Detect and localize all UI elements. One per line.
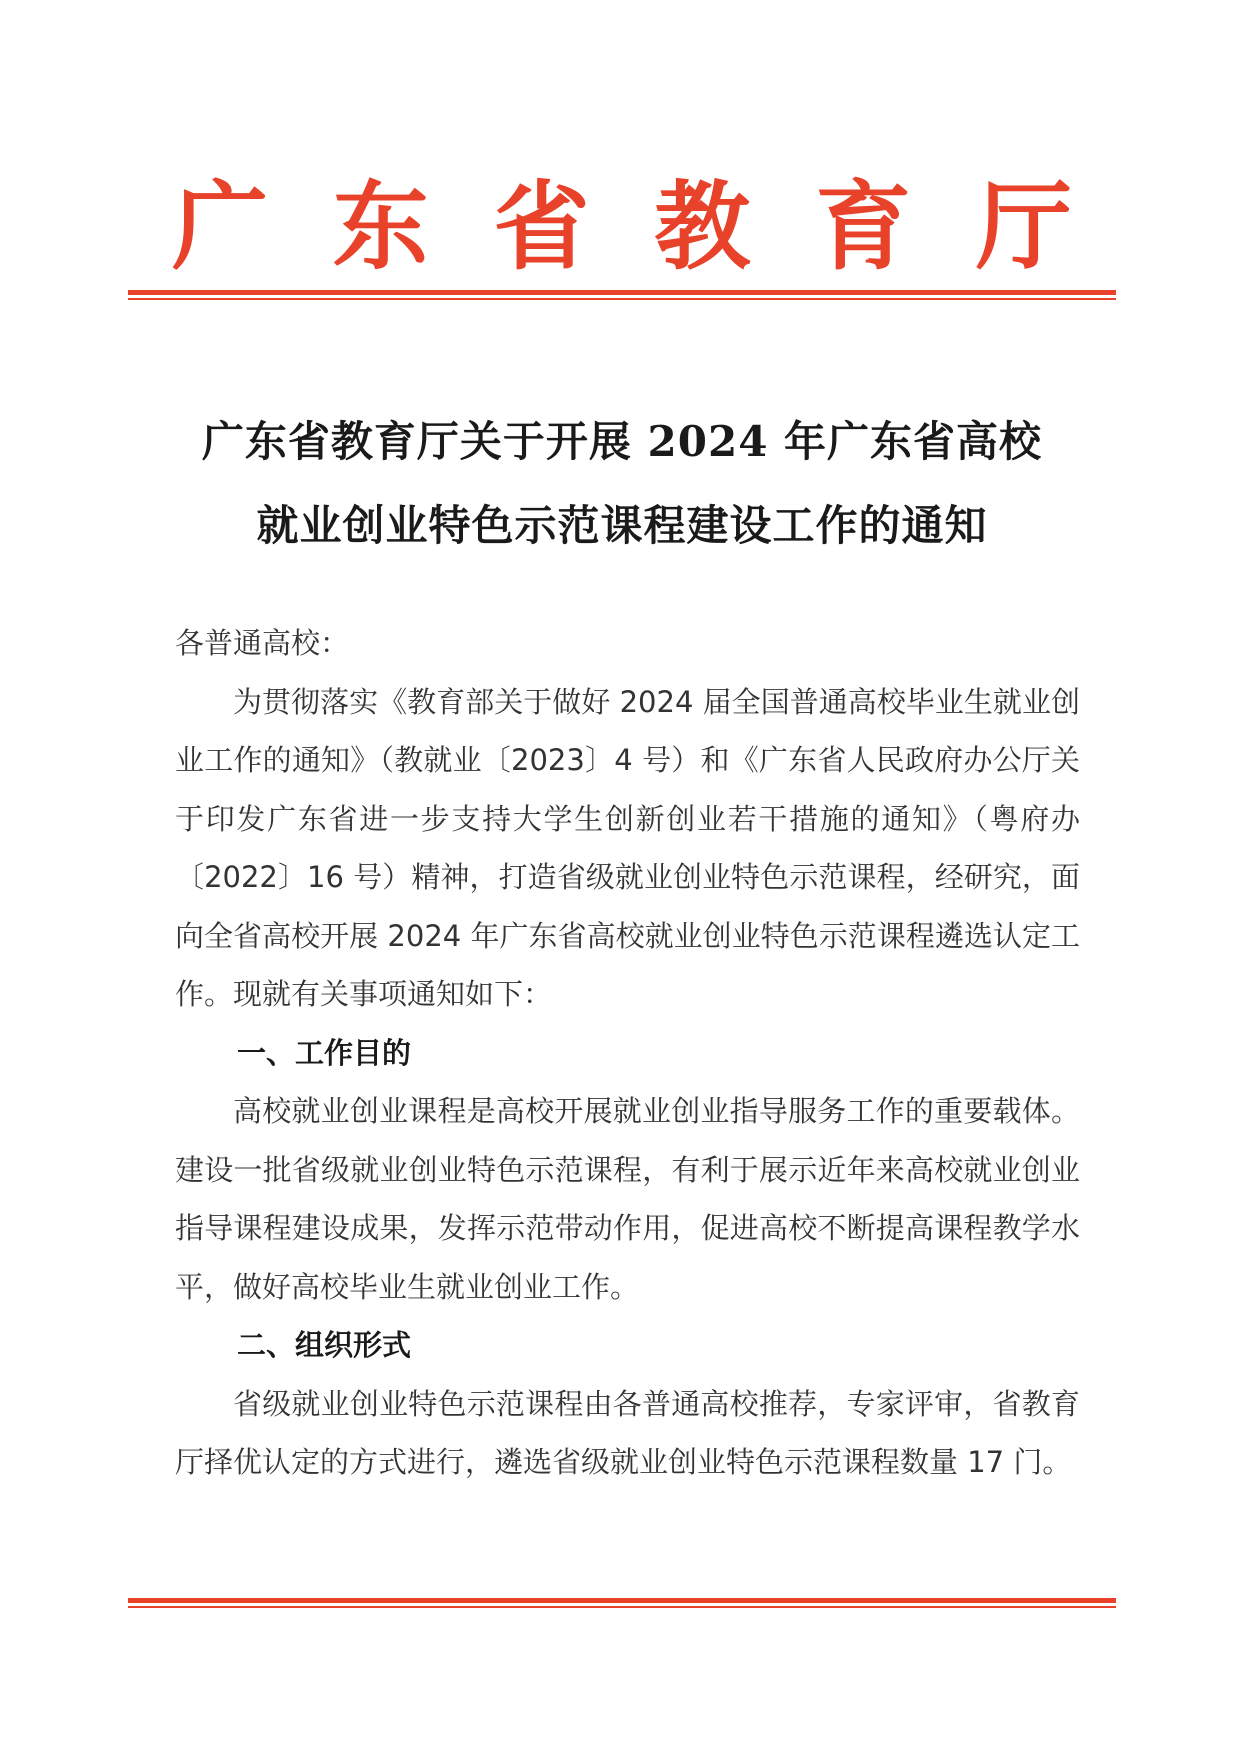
title-line-1: 广东省教育厅关于开展 2024 年广东省高校 bbox=[201, 417, 1043, 466]
letterhead-char: 广 bbox=[172, 170, 268, 283]
letterhead-char: 教 bbox=[654, 170, 751, 283]
letterhead-char: 省 bbox=[493, 170, 590, 283]
salutation: 各普通高校： bbox=[175, 626, 350, 660]
intro-paragraph: 为贯彻落实《教育部关于做好 2024 届全国普通高校毕业生就业创业工作的通知》（教就业〔2023〕4 号）和《广东省人民政府办公厅关于印发广东省进一步支持大学生创新创业若干措施的通知》（粤府办〔2022〕16 号）精神，打造省级就业创业特色示范课程，经研究，面向全省高校开展 2024 年广东省高校就业创业特色示范课程遴选认定工作。现就有关事项通知如下： bbox=[175, 684, 1080, 1011]
section-heading-2: 二、组织形式 bbox=[237, 1328, 412, 1362]
document-body bbox=[175, 614, 1080, 1492]
title-line-2: 就业创业特色示范课程建设工作的通知 bbox=[256, 501, 988, 550]
section-1-paragraph: 高校就业创业课程是高校开展就业创业指导服务工作的重要载体。建设一批省级就业创业特色示范课程，有利于展示近年来高校就业创业指导课程建设成果，发挥示范带动作用，促进高校不断提高课程教学水平，做好高校毕业生就业创业工作。 bbox=[175, 1094, 1080, 1304]
letterhead-divider bbox=[128, 290, 1116, 300]
section-2-paragraph: 省级就业创业特色示范课程由各普通高校推荐，专家评审，省教育厅择优认定的方式进行，遴选省级就业创业特色示范课程数量 17 门。 bbox=[175, 1386, 1080, 1479]
section-heading-1: 一、工作目的 bbox=[237, 1035, 412, 1070]
letterhead-char: 厅 bbox=[975, 170, 1072, 283]
letterhead bbox=[172, 172, 1072, 282]
document-title bbox=[128, 400, 1116, 568]
letterhead-char: 育 bbox=[815, 170, 912, 283]
footer-divider bbox=[128, 1598, 1116, 1608]
letterhead-char: 东 bbox=[332, 170, 429, 283]
